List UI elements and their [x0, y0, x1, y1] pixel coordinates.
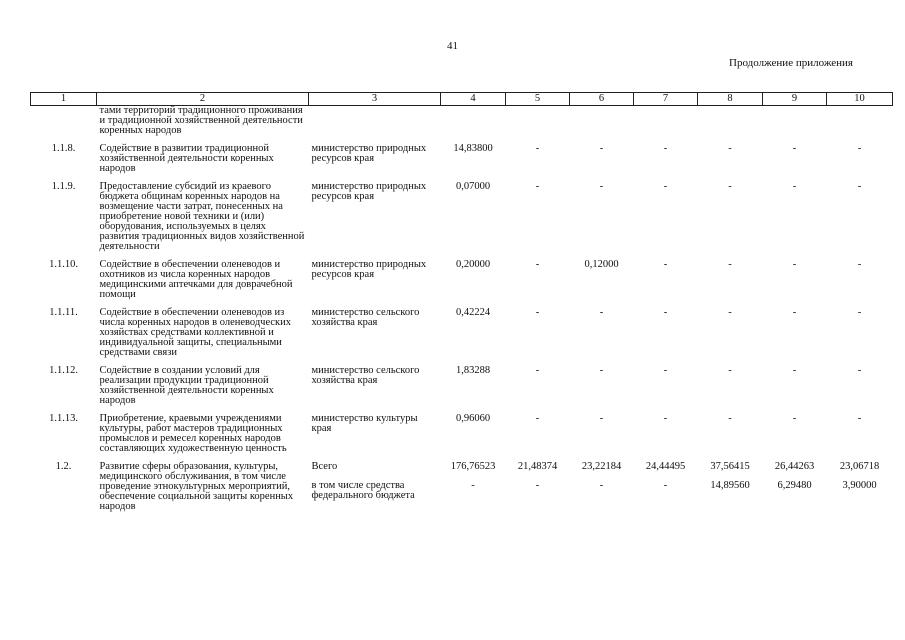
value-cell: 0,20000 [455, 259, 491, 270]
value-cell: - [857, 181, 862, 192]
item-number: 1.1.11. [49, 307, 78, 318]
value-cell: - [792, 143, 797, 154]
value-cell: - [663, 413, 668, 424]
value-cell: - [535, 181, 540, 192]
value-cell: - [792, 307, 797, 318]
total-value: 23,06718 [839, 461, 880, 472]
value-cell: - [792, 365, 797, 376]
column-header: 1 [31, 93, 97, 106]
total-label: Всего [311, 461, 338, 472]
value-cell [570, 462, 634, 520]
column-header: 2 [97, 93, 309, 106]
federal-budget-label: в том числе средства федерального бюджета [311, 480, 415, 501]
executor-cell: министерство сельского хозяйства края [311, 365, 420, 386]
item-number: 1.1.9. [51, 181, 76, 192]
value-cell: - [663, 181, 668, 192]
federal-value: 14,89560 [710, 480, 750, 491]
column-header: 5 [506, 93, 570, 106]
value-cell: - [857, 307, 862, 318]
table-row [31, 366, 893, 414]
item-number: 1.1.10. [49, 259, 78, 270]
value-cell: - [535, 413, 540, 424]
executor-cell: министерство природных ресурсов края [311, 143, 427, 164]
value-cell: 0,96060 [455, 413, 491, 424]
value-cell [763, 462, 827, 520]
value-cell: 14,83800 [453, 143, 493, 154]
value-cell: - [728, 307, 732, 318]
value-cell: - [663, 259, 668, 270]
executor-cell: министерство природных ресурсов края [311, 181, 427, 202]
table-row [31, 182, 893, 260]
column-header: 4 [441, 93, 506, 106]
description-cell: Содействие в обеспечении оленеводов из числа коренных народов в оленеводческих хозяйствах средствами коллективной и индивидуальной защиты, специальными средствами связи [99, 307, 292, 358]
value-cell: - [599, 181, 604, 192]
value-cell: - [728, 259, 732, 270]
total-value: 21,48374 [517, 461, 558, 472]
federal-value: - [663, 480, 668, 491]
federal-value: 3,90000 [842, 480, 877, 491]
value-cell: 0,12000 [584, 259, 619, 270]
value-cell: 0,07000 [455, 181, 491, 192]
table-row-total [31, 462, 893, 520]
total-value: 24,44495 [645, 461, 686, 472]
table-row [31, 414, 893, 462]
continuation-label: Продолжение приложения [729, 57, 853, 69]
value-cell: - [792, 259, 797, 270]
column-header: 3 [309, 93, 441, 106]
description-cell: Содействие в развитии традиционной хозяйственной деятельности коренных народов [99, 143, 274, 174]
table-row [31, 144, 893, 182]
total-value: 23,22184 [581, 461, 622, 472]
value-cell [441, 462, 506, 520]
value-cell: - [728, 365, 732, 376]
description-cell: Приобретение, краевыми учреждениями культуры, работ мастеров традиционных промыслов и ремесел коренных народов составляющих художественную ценность [99, 413, 287, 454]
total-value: 37,56415 [710, 461, 750, 472]
value-cell: - [792, 181, 797, 192]
item-number: 1.1.13. [49, 413, 78, 424]
column-header: 9 [763, 93, 827, 106]
description-cell: Развитие сферы образования, культуры, медицинского обслуживания, в том числе проведение этнокультурных мероприятий, обеспечение социальной защиты коренных народов [99, 461, 294, 512]
value-cell: - [535, 365, 540, 376]
executor-cell [309, 462, 441, 520]
executor-cell: министерство сельского хозяйства края [311, 307, 420, 328]
column-header: 7 [634, 93, 698, 106]
description-cell: Предоставление субсидий из краевого бюджета общинам коренных народов на возмещение части затрат, понесенных на приобретение новой техники и (или) оборудования, используемых в целях развития традиционных видов хозяйственной деятельности [99, 181, 305, 252]
page-number: 41 [447, 40, 458, 52]
item-number: 1.1.8. [51, 143, 76, 154]
value-cell: - [663, 143, 668, 154]
value-cell: 0,42224 [455, 307, 491, 318]
header-row [31, 93, 893, 106]
value-cell: - [857, 365, 862, 376]
value-cell: 1,83288 [455, 365, 491, 376]
value-cell: - [663, 307, 668, 318]
value-cell: - [728, 413, 732, 424]
value-cell: - [599, 413, 604, 424]
column-header: 6 [570, 93, 634, 106]
value-cell: - [792, 413, 797, 424]
federal-value: - [535, 480, 540, 491]
value-cell: - [599, 307, 604, 318]
value-cell [634, 462, 698, 520]
value-cell [506, 462, 570, 520]
column-header: 10 [827, 93, 893, 106]
executor-cell: министерство культуры края [311, 413, 418, 434]
description-cell: Содействие в обеспечении оленеводов и охотников из числа коренных народов медицинскими аптечками для доврачебной помощи [99, 259, 293, 300]
budget-table [30, 92, 893, 520]
item-number: 1.1.12. [49, 365, 78, 376]
table-row [31, 106, 893, 145]
value-cell: - [599, 365, 604, 376]
executor-cell: министерство природных ресурсов края [311, 259, 427, 280]
value-cell: - [663, 365, 668, 376]
table-row [31, 308, 893, 366]
total-value: 26,44263 [774, 461, 815, 472]
value-cell: - [857, 413, 862, 424]
item-number: 1.2. [55, 461, 72, 472]
value-cell: - [535, 307, 540, 318]
value-cell: - [857, 143, 862, 154]
value-cell [827, 462, 893, 520]
value-cell: - [857, 259, 862, 270]
column-header: 8 [698, 93, 763, 106]
description-cell: Содействие в создании условий для реализации продукции традиционной хозяйственной деятельности коренных народов [99, 365, 274, 406]
value-cell: - [599, 143, 604, 154]
value-cell: - [728, 143, 732, 154]
value-cell: - [535, 143, 540, 154]
table-row [31, 260, 893, 308]
value-cell: - [728, 181, 732, 192]
federal-value: - [599, 480, 604, 491]
description-cell: тами территорий традиционного проживания и традиционной хозяйственной деятельности коренных народов [99, 105, 303, 136]
value-cell: - [535, 259, 540, 270]
federal-value: - [471, 480, 475, 491]
federal-value: 6,29480 [777, 480, 812, 491]
value-cell [698, 462, 763, 520]
total-value: 176,76523 [450, 461, 496, 472]
